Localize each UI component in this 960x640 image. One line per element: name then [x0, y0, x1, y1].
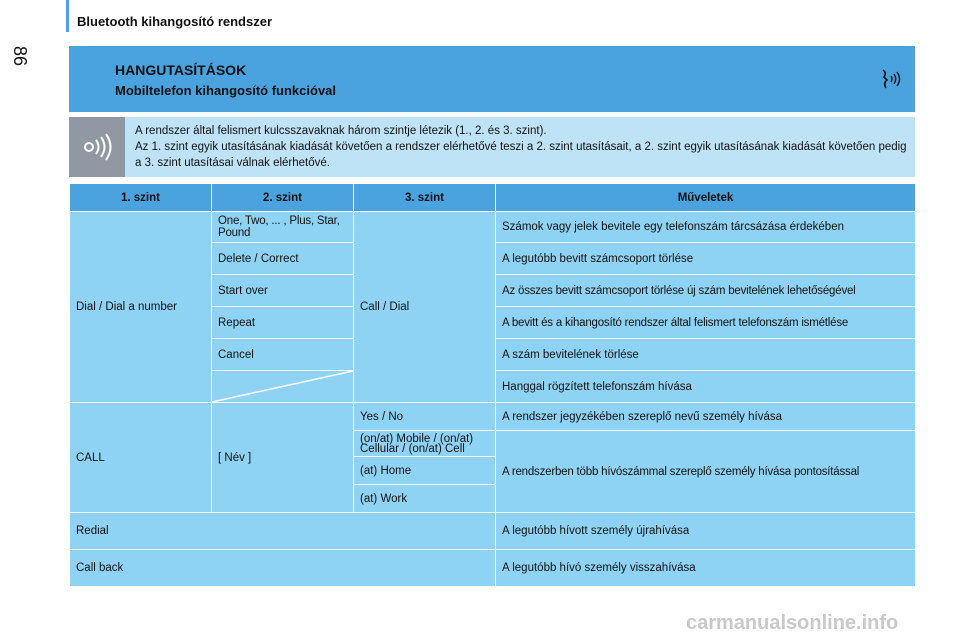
action-cell: Az összes bevitt számcsoport törlése új szám bevitelének lehetőségével [496, 275, 916, 307]
page-title: Bluetooth kihangosító rendszer [77, 14, 273, 29]
redial-command-cell: Redial [70, 513, 496, 550]
action-cell: A szám bevitelének törlése [496, 339, 916, 371]
action-cell: A legutóbb hívó személy visszahívása [496, 550, 916, 587]
dial-level3-cell: Call / Dial [354, 212, 496, 403]
column-header-level1: 1. szint [70, 184, 212, 212]
callback-command-cell: Call back [70, 550, 496, 587]
action-cell: A rendszerben több hívószámmal szereplő személy hívása pontosítással [496, 431, 916, 513]
voice-command-icon [877, 66, 903, 92]
dial-level2-cell: One, Two, ... , Plus, Star, Pound [212, 212, 354, 243]
dial-level2-cell: Start over [212, 275, 354, 307]
dial-level2-cell: Cancel [212, 339, 354, 371]
dial-level2-cell: Repeat [212, 307, 354, 339]
table-row [70, 550, 916, 587]
dial-level2-cell: Delete / Correct [212, 243, 354, 275]
table-header-row [70, 184, 916, 212]
table-row [70, 403, 916, 431]
call-level3-cell: (on/at) Mobile / (on/at) Cellular / (on/at) Cell [354, 431, 496, 457]
column-header-level3: 3. szint [354, 184, 496, 212]
page-number: 86 [10, 46, 30, 67]
diagonal-line [212, 371, 353, 402]
action-cell: Számok vagy jelek bevitele egy telefonszám tárcsázása érdekében [496, 212, 916, 243]
intro-line-1: A rendszer által felismert kulcsszavaknak három szintje létezik (1., 2. és 3. szint). [135, 125, 547, 137]
section-title: HANGUTASÍTÁSOK [115, 62, 247, 78]
column-header-level2: 2. szint [212, 184, 354, 212]
watermark: carmanualsonline.info [686, 612, 899, 634]
action-cell: A rendszer jegyzékében szereplő nevű személy hívása [496, 403, 916, 431]
column-header-actions: Műveletek [496, 184, 916, 212]
section-subtitle: Mobiltelefon kihangosító funkcióval [115, 83, 337, 98]
dial-level1-cell: Dial / Dial a number [70, 212, 212, 403]
section-header [69, 46, 915, 112]
table-row [70, 212, 916, 243]
intro-icon-box [69, 117, 125, 177]
intro-line-2: Az 1. szint egyik utasításának kiadását követően a rendszer elérhetővé teszi a 2. szint utasításait, a 2. szint egyik utasításának kiadását követően pedig a 3. szint utasításai válnak elérhetővé. [135, 141, 907, 169]
call-level3-cell: (at) Work [354, 485, 496, 513]
action-cell: Hanggal rögzített telefonszám hívása [496, 371, 916, 403]
empty-diagonal-cell [212, 371, 354, 403]
call-level2-cell: [ Név ] [212, 403, 354, 513]
call-level3-cell: (at) Home [354, 457, 496, 485]
intro-panel [69, 117, 915, 177]
section-marker-bar [66, 0, 69, 32]
call-level3-cell: Yes / No [354, 403, 496, 431]
action-cell: A legutóbb hívott személy újrahívása [496, 513, 916, 550]
voice-command-icon [80, 131, 114, 163]
table-row [70, 513, 916, 550]
call-level1-cell: CALL [70, 403, 212, 513]
voice-command-table [69, 183, 916, 587]
action-cell: A bevitt és a kihangosító rendszer által felismert telefonszám ismétlése [496, 307, 916, 339]
intro-text [135, 123, 907, 171]
action-cell: A legutóbb bevitt számcsoport törlése [496, 243, 916, 275]
